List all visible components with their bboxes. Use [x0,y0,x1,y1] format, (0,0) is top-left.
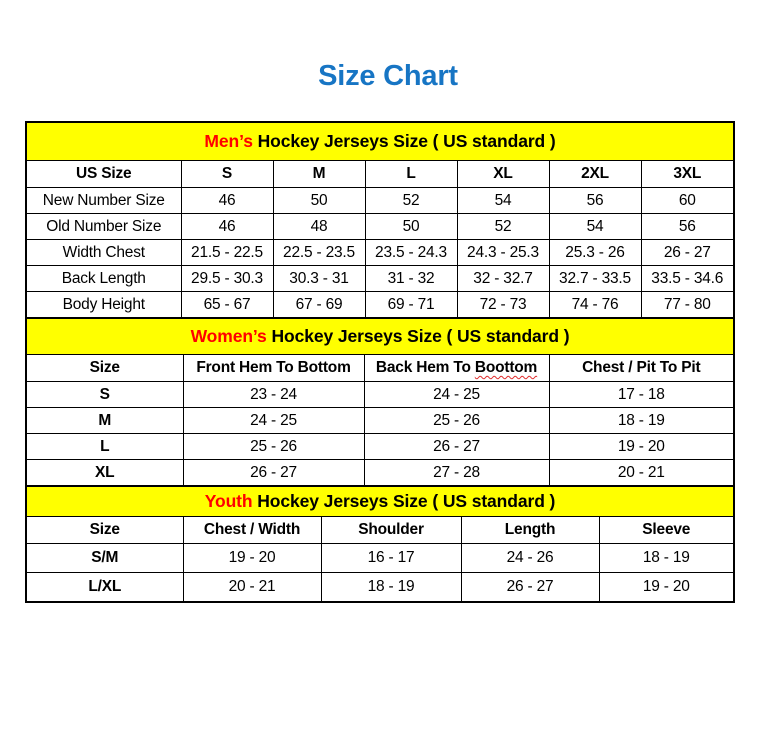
womens-size-table [25,317,735,487]
size-value-cell: 26 - 27 [364,434,549,460]
size-value-cell: 69 - 71 [365,292,457,319]
row-label: Old Number Size [26,214,181,240]
mens-section-title-highlight: Men’s [204,131,253,151]
row-label: Width Chest [26,240,181,266]
size-value-cell: 52 [365,188,457,214]
size-value-cell: 30.3 - 31 [273,266,365,292]
table-row [26,266,734,292]
size-value-cell: 19 - 20 [183,544,321,573]
size-value-cell: 26 - 27 [183,460,364,487]
size-value-cell: 18 - 19 [599,544,734,573]
mens-section-title [26,122,734,161]
youth-section-title-highlight: Youth [204,491,253,511]
size-value-cell: 19 - 20 [549,434,734,460]
column-header-text: Back Hem To [375,359,475,376]
row-label: L [26,434,183,460]
size-value-cell: 24 - 26 [461,544,599,573]
youth-size-table [25,485,735,603]
size-chart [25,121,735,603]
size-value-cell: 31 - 32 [365,266,457,292]
womens-section-heading [26,318,734,355]
size-value-cell: 32.7 - 33.5 [549,266,641,292]
size-value-cell: 16 - 17 [321,544,461,573]
size-value-cell: 54 [549,214,641,240]
table-row [26,573,734,603]
column-header: XL [457,161,549,188]
mens-section-title-rest: Hockey Jerseys Size ( US standard ) [252,131,556,151]
womens-section-title [26,318,734,355]
size-value-cell: 67 - 69 [273,292,365,319]
size-value-cell: 50 [273,188,365,214]
size-value-cell: 74 - 76 [549,292,641,319]
size-value-cell: 18 - 19 [321,573,461,603]
size-value-cell: 29.5 - 30.3 [181,266,273,292]
column-header: Length [461,517,599,544]
size-value-cell: 24 - 25 [183,408,364,434]
size-value-cell: 56 [549,188,641,214]
column-header: Sleeve [599,517,734,544]
size-value-cell: 32 - 32.7 [457,266,549,292]
size-value-cell: 25 - 26 [364,408,549,434]
row-label: S/M [26,544,183,573]
size-value-cell: 17 - 18 [549,382,734,408]
table-row [26,188,734,214]
size-value-cell: 23.5 - 24.3 [365,240,457,266]
column-header: Front Hem To Bottom [183,355,364,382]
size-value-cell: 46 [181,214,273,240]
size-value-cell: 33.5 - 34.6 [641,266,734,292]
size-value-cell: 21.5 - 22.5 [181,240,273,266]
column-header: 2XL [549,161,641,188]
table-row [26,214,734,240]
row-label: Back Length [26,266,181,292]
womens-column-header-row [26,355,734,382]
misspelled-word: Boottom [474,359,538,376]
row-label: L/XL [26,573,183,603]
column-header: S [181,161,273,188]
size-value-cell: 27 - 28 [364,460,549,487]
youth-section-title-rest: Hockey Jerseys Size ( US standard ) [252,491,556,511]
column-header [364,355,549,382]
table-row [26,544,734,573]
column-header: 3XL [641,161,734,188]
womens-section-title-highlight: Women’s [190,326,267,346]
page-title: Size Chart [318,60,458,92]
womens-section-title-rest: Hockey Jerseys Size ( US standard ) [266,326,570,346]
size-value-cell: 72 - 73 [457,292,549,319]
youth-section-heading [26,486,734,517]
size-value-cell: 46 [181,188,273,214]
row-label: XL [26,460,183,487]
table-row [26,382,734,408]
size-value-cell: 25 - 26 [183,434,364,460]
column-header: M [273,161,365,188]
size-value-cell: 20 - 21 [549,460,734,487]
table-row [26,434,734,460]
column-header: Chest / Width [183,517,321,544]
row-label: Body Height [26,292,181,319]
column-header: Size [26,517,183,544]
size-value-cell: 52 [457,214,549,240]
size-value-cell: 65 - 67 [181,292,273,319]
size-value-cell: 48 [273,214,365,240]
column-header: L [365,161,457,188]
youth-column-header-row [26,517,734,544]
row-label: New Number Size [26,188,181,214]
size-value-cell: 26 - 27 [461,573,599,603]
table-row [26,408,734,434]
table-row [26,460,734,487]
table-row [26,240,734,266]
row-label: S [26,382,183,408]
column-header: Chest / Pit To Pit [549,355,734,382]
youth-section-title [26,486,734,517]
size-value-cell: 18 - 19 [549,408,734,434]
size-value-cell: 20 - 21 [183,573,321,603]
size-value-cell: 77 - 80 [641,292,734,319]
size-value-cell: 26 - 27 [641,240,734,266]
mens-column-header-row [26,161,734,188]
size-value-cell: 60 [641,188,734,214]
column-header: Size [26,355,183,382]
column-header: US Size [26,161,181,188]
size-value-cell: 24 - 25 [364,382,549,408]
size-value-cell: 23 - 24 [183,382,364,408]
size-value-cell: 22.5 - 23.5 [273,240,365,266]
row-label: M [26,408,183,434]
mens-section-heading [26,122,734,161]
size-value-cell: 56 [641,214,734,240]
size-value-cell: 19 - 20 [599,573,734,603]
size-value-cell: 50 [365,214,457,240]
column-header: Shoulder [321,517,461,544]
mens-size-table [25,121,735,319]
size-value-cell: 25.3 - 26 [549,240,641,266]
size-value-cell: 24.3 - 25.3 [457,240,549,266]
size-value-cell: 54 [457,188,549,214]
table-row [26,292,734,319]
